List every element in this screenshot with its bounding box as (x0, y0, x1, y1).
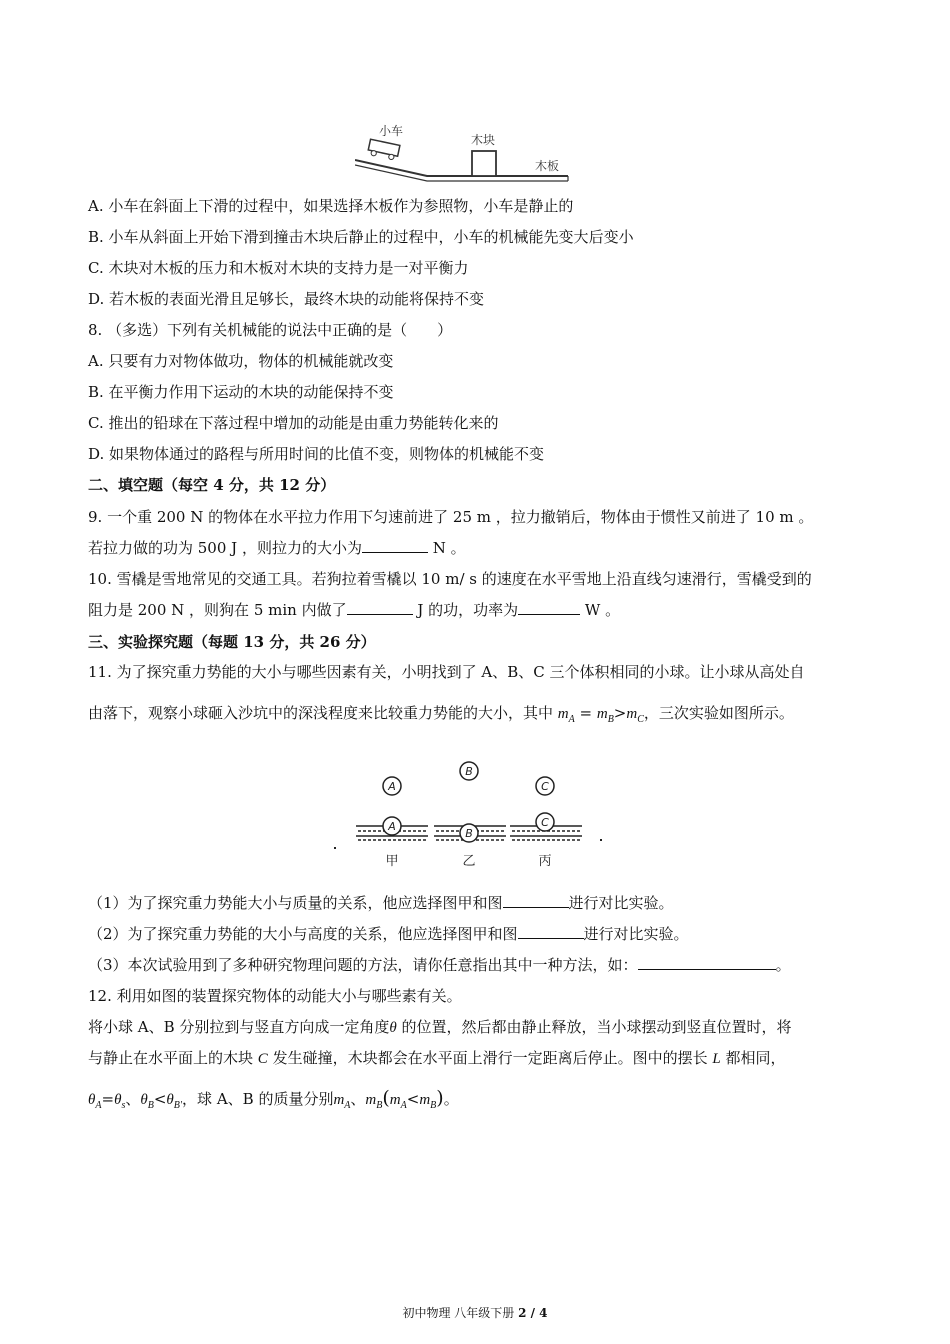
q10-work-blank[interactable] (347, 600, 413, 615)
q11-text-a: 由落下，观察小球砸入沙坑中的深浅程度来比较重力势能的大小，其中 (88, 704, 558, 722)
separator: 、 (125, 1090, 141, 1108)
mass-sub-a: A (344, 1100, 351, 1111)
q12-line1: 12. 利用如图的装置探究物体的动能大小与哪些素有关。 (88, 987, 462, 1005)
q9-answer-blank[interactable] (362, 538, 428, 553)
car-icon (367, 139, 400, 160)
q10-text-b: J 的功，功率为 (412, 601, 519, 619)
q7-option-a: A. 小车在斜面上下滑的过程中，如果选择木板作为参照物，小车是静止的 (88, 197, 574, 215)
theta-sub-b-prime: B' (173, 1100, 183, 1111)
q7-option-c: C. 木块对木板的压力和木板对木块的支持力是一对平衡力 (88, 259, 469, 277)
q11-sub1-text-b: 进行对比实验。 (568, 894, 674, 912)
q10-text-a: 阻力是 200 N ，则狗在 5 min 内做了 (88, 601, 347, 619)
equals-sign: = (101, 1090, 115, 1108)
q12-text-e: 都相同， (720, 1049, 786, 1067)
q11-sub3 (88, 955, 791, 975)
ball-b-high (460, 762, 478, 780)
mass-sub-b: B (376, 1100, 383, 1111)
sand-pit-figure (330, 755, 610, 873)
q12-line2 (88, 1017, 792, 1038)
incline-figure (355, 120, 575, 190)
q12-text-c: 与静止在水平面上的木块 (88, 1049, 258, 1067)
q12-text-b: 的位置，然后都由静止释放，当小球摆动到竖直位置时，将 (396, 1018, 792, 1036)
q12-line3 (88, 1048, 785, 1069)
q10-line2 (88, 600, 620, 620)
q10-text-c: W 。 (580, 601, 621, 619)
mass-symbol: m (365, 1092, 377, 1108)
q12-line4 (88, 1088, 459, 1116)
q11-sub1 (88, 893, 674, 913)
q11-sub3-text-a: （3）本次试验用到了多种研究物理问题的方法，请你任意指出其中一种方法，如： (88, 956, 638, 974)
q11-sub2 (88, 924, 689, 944)
block-label: 木块 (471, 133, 496, 147)
figure-dot-left (334, 847, 336, 849)
q9-text-b: N 。 (427, 539, 466, 557)
greater-sign: > (613, 704, 627, 722)
mass-symbol: m (557, 706, 569, 722)
ball-a-high (383, 777, 401, 795)
q8-option-b: B. 在平衡力作用下运动的木块的动能保持不变 (88, 383, 394, 401)
mass-symbol: m (626, 706, 638, 722)
q11-sub1-blank[interactable] (503, 893, 569, 908)
mass-sub-b: B (607, 714, 614, 725)
q10-power-blank[interactable] (518, 600, 580, 615)
q8-option-d: D. 如果物体通过的路程与所用时间的比值不变，则物体的机械能不变 (88, 445, 545, 463)
mass-symbol: m (419, 1092, 431, 1108)
theta-sub-b: B (147, 1100, 154, 1111)
length-symbol: L (712, 1051, 721, 1067)
car-label: 小车 (379, 124, 404, 138)
q11-sub1-text-a: （1）为了探究重力势能大小与质量的关系，他应选择图甲和图 (88, 894, 503, 912)
ball-a-high-label: A (388, 780, 396, 793)
q11-sub3-blank[interactable] (638, 955, 776, 970)
q11-text-b: ，三次实验如图所示。 (643, 704, 794, 722)
label-yi: 乙 (462, 854, 476, 869)
theta-symbol: θ (140, 1092, 148, 1108)
q11-line1: 11. 为了探究重力势能的大小与哪些因素有关，小明找到了 A、B、C 三个体积相同的小球。让小球从高处自 (88, 663, 805, 681)
theta-sub-a: A (95, 1100, 102, 1111)
q11-sub3-text-b: 。 (775, 956, 791, 974)
q12-text-a: 将小球 A、B 分别拉到与竖直方向成一定角度 (88, 1018, 390, 1036)
page-footer (0, 1304, 950, 1321)
q8-option-c: C. 推出的铅球在下落过程中增加的动能是由重力势能转化来的 (88, 414, 499, 432)
ball-c-sunk-label: C (541, 816, 549, 829)
mass-sub-b: B (430, 1100, 437, 1111)
q9-line2 (88, 538, 466, 558)
figure-dot-right (600, 839, 602, 841)
label-jia: 甲 (385, 854, 399, 869)
theta-symbol: θ (88, 1092, 96, 1108)
theta-symbol: θ (114, 1092, 122, 1108)
footer-text: 初中物理 八年级下册 (402, 1306, 519, 1320)
ball-c-high (536, 777, 554, 795)
page-number: 2 / 4 (518, 1306, 548, 1320)
less-sign: < (153, 1090, 167, 1108)
q8-stem: 8. （多选）下列有关机械能的说法中正确的是（ ） (88, 321, 453, 339)
ball-b-sunk (460, 824, 478, 842)
q11-sub2-blank[interactable] (518, 924, 584, 939)
q12-text-d: 发生碰撞，木块都会在水平面上滑行一定距离后停止。图中的摆长 (267, 1049, 713, 1067)
theta-sub-s: s (121, 1100, 126, 1111)
q11-sub2-text-b: 进行对比实验。 (583, 925, 689, 943)
separator: 、 (350, 1090, 366, 1108)
theta-symbol: θ (166, 1092, 174, 1108)
q7-option-b: B. 小车从斜面上开始下滑到撞击木块后静止的过程中，小车的机械能先变大后变小 (88, 228, 634, 246)
right-paren: ) (436, 1087, 444, 1109)
theta-symbol: θ (389, 1020, 397, 1036)
block-c-symbol: C (257, 1051, 268, 1067)
label-bing: 丙 (538, 854, 552, 869)
left-paren: ( (382, 1087, 390, 1109)
q8-option-a: A. 只要有力对物体做功，物体的机械能就改变 (88, 352, 394, 370)
q11-sub2-text-a: （2）为了探究重力势能的大小与高度的关系，他应选择图甲和图 (88, 925, 518, 943)
mass-symbol: m (333, 1092, 345, 1108)
ball-a-sunk (383, 817, 401, 835)
period: 。 (443, 1090, 459, 1108)
less-sign: < (406, 1090, 420, 1108)
q12-text-f: ，球 A、B 的质量分别 (182, 1090, 334, 1108)
mass-sub-a: A (568, 714, 575, 725)
q11-line2 (88, 703, 794, 730)
ball-a-sunk-label: A (388, 820, 396, 833)
ball-b-high-label: B (465, 765, 473, 778)
board-label: 木板 (535, 159, 560, 173)
wood-block (472, 151, 496, 176)
q10-line1: 10. 雪橇是雪地常见的交通工具。若狗拉着雪橇以 10 m/ s 的速度在水平雪地上沿直线匀速滑行，雪橇受到的 (88, 570, 812, 588)
section-fill-blank-heading: 二、填空题（每空 4 分，共 12 分） (88, 476, 336, 494)
q7-option-d: D. 若木板的表面光滑且足够长，最终木块的动能将保持不变 (88, 290, 485, 308)
mass-symbol: m (596, 706, 608, 722)
mass-sub-a: A (400, 1100, 407, 1111)
mass-symbol: m (389, 1092, 401, 1108)
ball-b-sunk-label: B (465, 827, 473, 840)
ball-c-sunk (536, 813, 554, 831)
section-experiment-heading: 三、实验探究题（每题 13 分，共 26 分） (88, 633, 376, 651)
mass-sub-c: C (637, 714, 644, 725)
ball-c-high-label: C (541, 780, 549, 793)
equals-sign: = (574, 704, 597, 722)
q9-line1: 9. 一个重 200 N 的物体在水平拉力作用下匀速前进了 25 m ，拉力撤销后，物体由于惯性又前进了 10 m 。 (88, 508, 814, 526)
q9-text-a: 若拉力做的功为 500 J ，则拉力的大小为 (88, 539, 362, 557)
